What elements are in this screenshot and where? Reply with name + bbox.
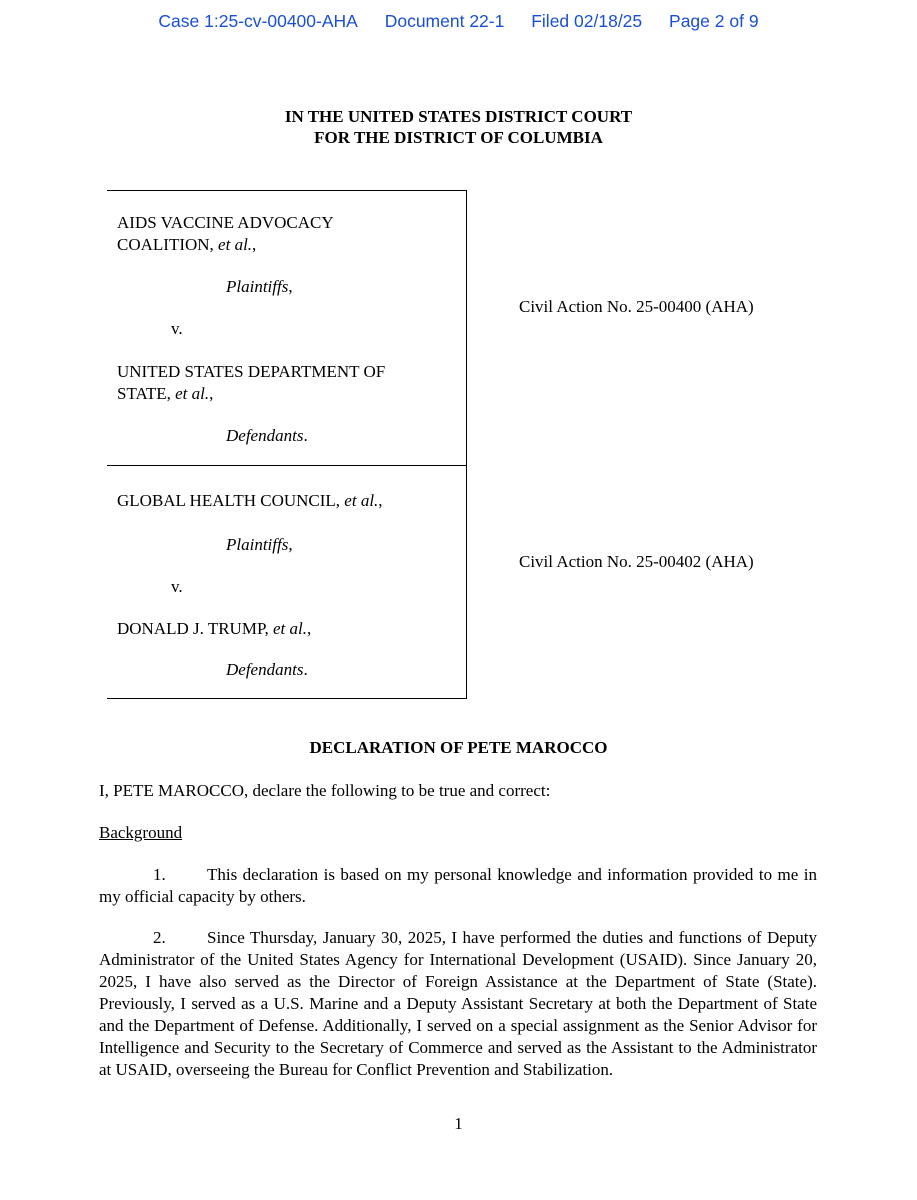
caption2-plaintiff-name: GLOBAL HEALTH COUNCIL, [117, 491, 341, 510]
caption2-defendants-label: Defendants. [226, 660, 308, 679]
caption1-defendants-label: Defendants. [226, 426, 308, 445]
caption2-defendant-name: DONALD J. TRUMP, [117, 619, 269, 638]
caption1-defendant-line2: STATE, et al., [117, 384, 214, 403]
declaration-title: DECLARATION OF PETE MAROCCO [309, 738, 608, 757]
caption-bottom-rule [107, 698, 467, 699]
caption1-plaintiff-line2: COALITION, et al., [117, 235, 257, 254]
caption1-civil-action: Civil Action No. 25-00400 (AHA) [519, 297, 754, 316]
court-line-1: IN THE UNITED STATES DISTRICT COURT [284, 107, 633, 126]
case-number: Case 1:25-cv-00400-AHA [158, 11, 358, 31]
court-heading [0, 106, 917, 148]
caption1-defendant-name2: STATE, [117, 384, 171, 403]
caption2-defendant: DONALD J. TRUMP, et al., [117, 619, 312, 638]
filed-date: Filed 02/18/25 [531, 11, 643, 31]
caption1-plaintiff-etal: et al. [218, 235, 253, 254]
caption2-civil-action: Civil Action No. 25-00402 (AHA) [519, 552, 754, 571]
caption2-defendant-etal: et al. [273, 619, 308, 638]
caption2-plaintiffs-text: Plaintiffs [226, 535, 289, 554]
caption-right-rule [466, 190, 467, 699]
page-number: 1 [454, 1114, 463, 1133]
paragraph-1-number: 1. [153, 865, 166, 884]
caption1-plaintiffs-label: Plaintiffs, [226, 277, 293, 296]
paragraph-2-number: 2. [153, 928, 166, 947]
section-heading-background: Background [99, 823, 183, 842]
caption1-defendant-etal: et al. [175, 384, 210, 403]
court-line-2: FOR THE DISTRICT OF COLUMBIA [314, 128, 603, 147]
paragraph-1 [99, 864, 817, 908]
caption1-defendant [117, 361, 385, 405]
caption1-plaintiffs-text: Plaintiffs [226, 277, 289, 296]
caption1-defendant-line1: UNITED STATES DEPARTMENT OF [117, 362, 386, 381]
declaration-intro: I, PETE MAROCCO, declare the following to be true and correct: [99, 781, 551, 800]
caption2-plaintiffs-label: Plaintiffs, [226, 535, 293, 554]
caption-top-rule [107, 190, 467, 191]
caption1-plaintiff-name2: COALITION, [117, 235, 214, 254]
paragraph-2 [99, 927, 817, 1081]
paragraph-1-text: This declaration is based on my personal knowledge and information provided to me in my official capacity by others. [99, 865, 817, 906]
caption1-plaintiff [117, 212, 334, 256]
caption2-plaintiff-etal: et al. [344, 491, 379, 510]
caption1-plaintiff-line1: AIDS VACCINE ADVOCACY [117, 213, 334, 232]
paragraph-2-text: Since Thursday, January 30, 2025, I have performed the duties and functions of Deputy Administrator of the United States Agency for International Development (USAID). Since January 20, 2025, I have also served as the Director of Foreign Assistance at the Department of State (State). Previously, I served as a U.S. Marine and a Deputy Assistant Secretary at both the Department of State and the Department of Defense. Additionally, I served on a special assignment as the Senior Advisor for Intelligence and Security to the Secretary of Commerce and served as the Assistant to the Administrator at USAID, overseeing the Bureau for Conflict Prevention and Stabilization. [99, 928, 817, 1079]
caption1-versus: v. [171, 319, 183, 338]
document-number: Document 22-1 [384, 11, 505, 31]
caption1-defendants-text: Defendants [226, 426, 304, 445]
caption2-defendants-text: Defendants [226, 660, 304, 679]
caption-middle-rule [107, 465, 467, 466]
caption2-plaintiff: GLOBAL HEALTH COUNCIL, et al., [117, 491, 383, 510]
ecf-header-stamp [0, 11, 917, 32]
caption2-versus: v. [171, 577, 183, 596]
page-of-total: Page 2 of 9 [669, 11, 759, 31]
